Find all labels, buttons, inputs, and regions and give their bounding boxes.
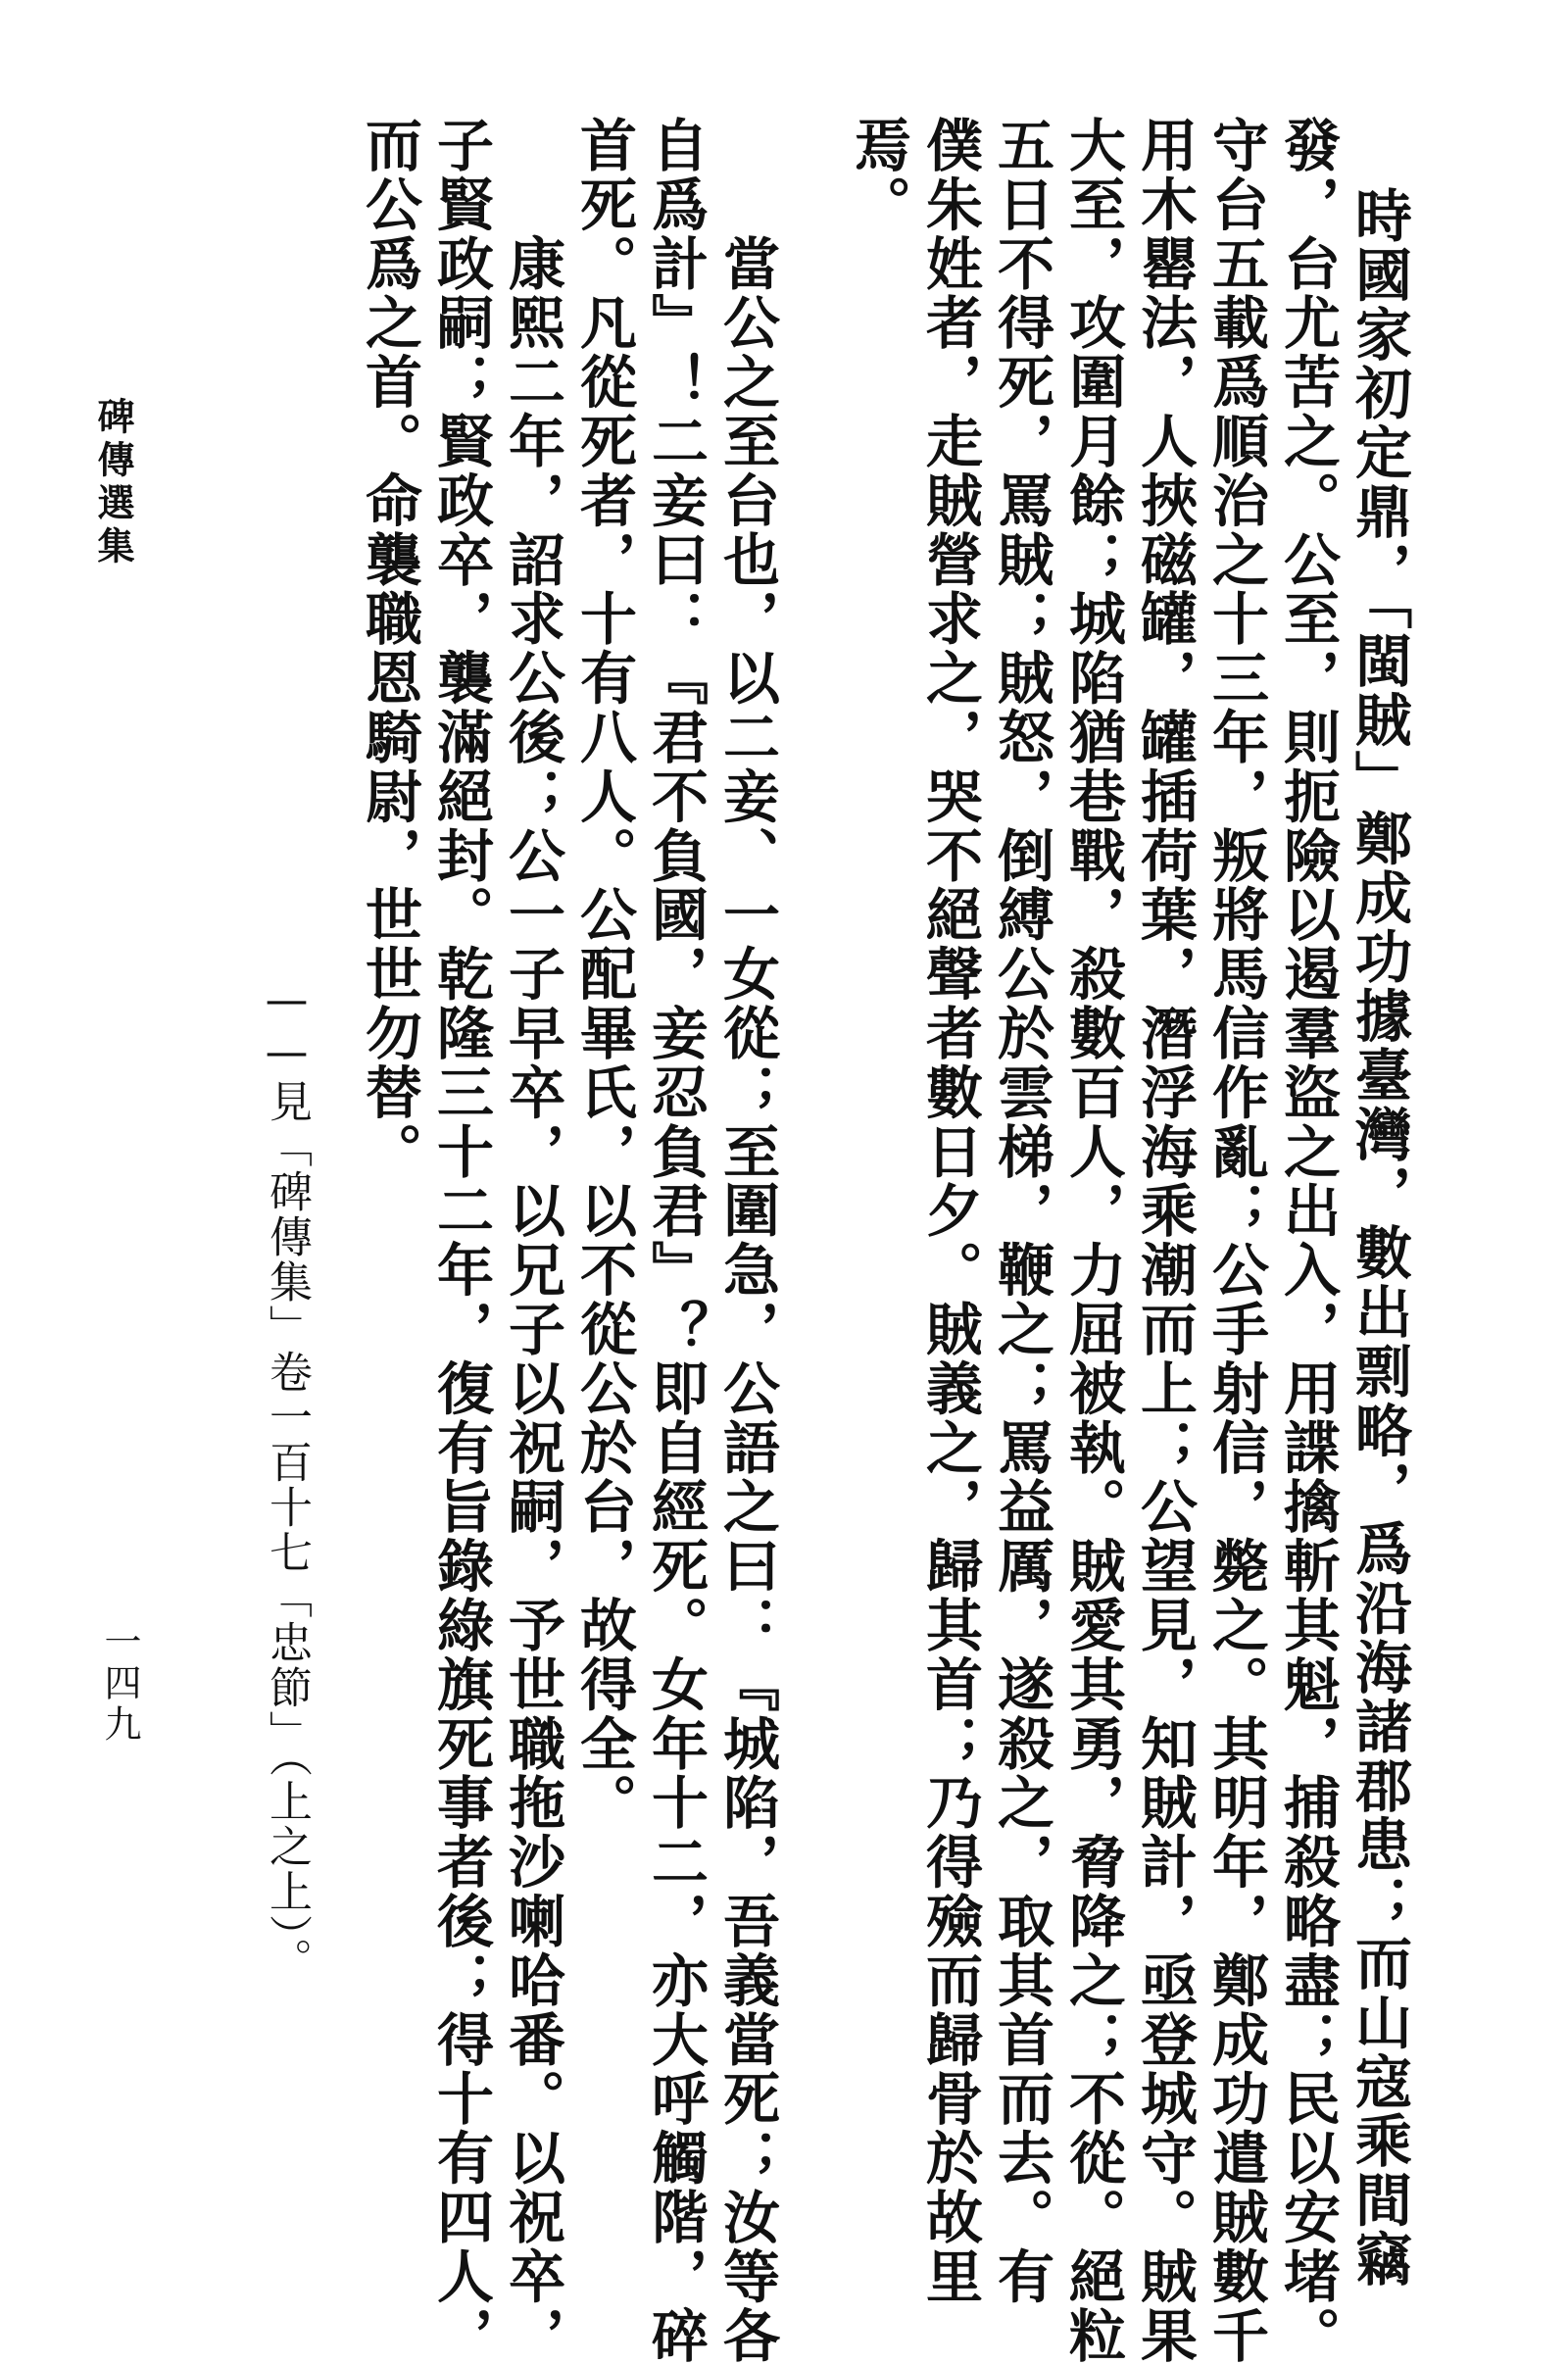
text-column-8: 焉。 xyxy=(845,116,911,234)
text-column-10: 自爲計』！二妾曰：『君不負國，妾忍負君』？即自經死。女年十二，亦大呼觸階，碎 xyxy=(642,116,709,2365)
running-head: 碑傳選集 xyxy=(91,397,134,569)
text-column-12: 康熙二年，詔求公後；公一子早卒，以兄子以祝嗣，予世職拖沙喇哈番。以祝卒， xyxy=(499,116,565,2365)
text-column-4: 用木罌法，人挾磁罐，罐插荷葉，潛浮海乘潮而上；公望見，知賊計，亟登城守。賊果 xyxy=(1131,116,1198,2365)
text-column-13: 子賢政嗣；賢政卒，襲滿絕封。乾隆三十二年，復有旨錄綠旗死事者後；得十有四人， xyxy=(427,116,494,2365)
text-column-1: 時國家初定鼎，「閩賊」鄭成功據臺灣，數出剽略，爲沿海諸郡患；而山寇乘間竊 xyxy=(1346,186,1412,2290)
page-number: 一四九 xyxy=(98,1622,141,1746)
text-column-14: 而公爲之首。命襲職恩騎尉，世世勿替。 xyxy=(356,116,422,1182)
text-column-3: 守台五載爲順治之十三年，叛將馬信作亂；公手射信，斃之。其明年，鄭成功遣賊數千 xyxy=(1202,116,1269,2365)
text-column-9: 當公之至台也，以二妾、一女從；至圍急，公語之曰：『城陷，吾義當死；汝等各 xyxy=(713,116,780,2365)
text-column-7: 僕朱姓者，走賊營求之，哭不絕聲者數日夕。賊義之，歸其首；乃得殮而歸骨於故里 xyxy=(916,116,983,2306)
text-column-11: 首死。凡從死者，十有八人。公配畢氏，以不從公於台，故得全。 xyxy=(570,116,637,1833)
text-column-5: 大至，攻圍月餘；城陷猶巷戰，殺數百人，力屈被執。賊愛其勇，脅降之；不從。絕粒 xyxy=(1059,116,1126,2365)
text-column-6: 五日不得死，罵賊；賊怒，倒縛公於雲梯，鞭之；罵益厲，遂殺之，取其首而去。有 xyxy=(988,116,1054,2306)
source-citation: ——見「碑傳集」卷一百十七「忠節」（上之上）。 xyxy=(262,975,312,1983)
text-column-2: 發，台尤苦之。公至，則扼險以遏羣盜之出入，用諜擒斬其魁，捕殺略盡；民以安堵。 xyxy=(1274,116,1341,2365)
